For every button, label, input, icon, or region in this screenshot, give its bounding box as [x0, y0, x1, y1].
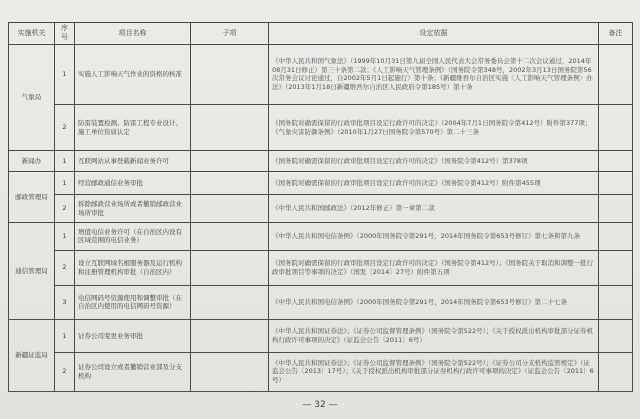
agency-cell: 通信管理局	[9, 223, 55, 320]
item-name-cell: 设立互联网域名根服务器及运行机构和注册管理机构审批（自治区内）	[75, 250, 191, 285]
basis-cell: 《国务院对确需保留的行政审批项目设定行政许可的决定》（国务院令第412号）附件第455项	[269, 172, 599, 195]
note-cell	[599, 195, 633, 223]
note-cell	[599, 285, 633, 320]
header-item-name: 项目名称	[75, 23, 191, 45]
item-name-cell: 电信网码号资源使用和调整审批（在自治区内使用的电信网码号资源）	[75, 285, 191, 320]
table-row	[9, 195, 633, 223]
table-row	[9, 250, 633, 285]
sub-item-cell	[191, 320, 269, 352]
item-name-cell: 证券公司变更业务审批	[75, 320, 191, 352]
basis-cell: 《中华人民共和国气象法》（1999年10月31日第九届全国人民代表大会常务委员会第十二次会议通过，2014年08月31日修正）第三十条第二款；《人工影响天气管理条例》（国务院令第348号，2002年3月13日国务院第56次常务会议讨论通过，自2002年5月1日起施行）第十条；《新疆维吾尔自治区实施〈人工影响天气管理条例〉办法》（2013年1月18日新疆维吾尔自治区人民政府令第185号）第十条	[269, 44, 599, 104]
sub-item-cell	[191, 195, 269, 223]
number-cell: 1	[55, 172, 75, 195]
header-sub-item: 子项	[191, 23, 269, 45]
item-name-cell: 增值电信业务许可（在自治区内设有区域范围的电信业务）	[75, 223, 191, 251]
agency-cell: 新疆证监局	[9, 320, 55, 392]
sub-item-cell	[191, 44, 269, 104]
basis-cell: 《国务院对确需保留的行政审批项目设定行政许可的决定》（国务院令第412号）；《国务院关于取消和调整一批行政审批项目等事项的决定》（国发〔2014〕27号）附件第五项	[269, 250, 599, 285]
agency-cell: 新闻办	[9, 151, 55, 172]
number-cell: 3	[55, 285, 75, 320]
table-row	[9, 172, 633, 195]
item-name-cell: 互联网站从事登载新闻业务许可	[75, 151, 191, 172]
page-number: — 32 —	[302, 400, 338, 410]
approval-items-table	[8, 22, 633, 392]
table-row	[9, 352, 633, 391]
table-row	[9, 151, 633, 172]
item-name-cell: 拆除邮政营业场所或者撤销邮政营业场所审批	[75, 195, 191, 223]
note-cell	[599, 105, 633, 151]
basis-cell: 《中华人民共和国电信条例》（2000年国务院令第291号，2014年国务院令第653号修订）第二十七条	[269, 285, 599, 320]
agency-cell: 邮政管理局	[9, 172, 55, 223]
number-cell: 2	[55, 105, 75, 151]
note-cell	[599, 151, 633, 172]
table-header-row	[9, 23, 633, 45]
table-row	[9, 285, 633, 320]
header-note: 备注	[599, 23, 633, 45]
number-cell: 2	[55, 195, 75, 223]
sub-item-cell	[191, 223, 269, 251]
item-name-cell: 证券公司设立或者撤销营业部及分支机构	[75, 352, 191, 391]
basis-cell: 《国务院对确需保留的行政审批项目设定行政许可的决定》（国务院令第412号）第378项	[269, 151, 599, 172]
note-cell	[599, 250, 633, 285]
item-name-cell: 防雷装置检测、防雷工程专业设计、施工单位资质认定	[75, 105, 191, 151]
number-cell: 1	[55, 223, 75, 251]
header-number: 序号	[55, 23, 75, 45]
table-row	[9, 320, 633, 352]
note-cell	[599, 44, 633, 104]
number-cell: 2	[55, 250, 75, 285]
table-row	[9, 44, 633, 104]
note-cell	[599, 172, 633, 195]
note-cell	[599, 223, 633, 251]
basis-cell: 《中华人民共和国证券法》；《证券公司监督管理条例》（国务院令第522号）；《关于授权派出机构审批部分证券机构行政许可事项的决定》（证监会公告〔2011〕6号）	[269, 320, 599, 352]
number-cell: 1	[55, 151, 75, 172]
header-basis: 设定依据	[269, 23, 599, 45]
note-cell	[599, 320, 633, 352]
sub-item-cell	[191, 151, 269, 172]
number-cell: 1	[55, 320, 75, 352]
note-cell	[599, 352, 633, 391]
basis-cell: 《中华人民共和国电信条例》（2000年国务院令第291号，2014年国务院令第653号修订）第七条和第九条	[269, 223, 599, 251]
table-row	[9, 223, 633, 251]
sub-item-cell	[191, 105, 269, 151]
table-row	[9, 105, 633, 151]
sub-item-cell	[191, 352, 269, 391]
agency-cell: 气象局	[9, 44, 55, 150]
number-cell: 2	[55, 352, 75, 391]
item-name-cell: 经营邮政通信业务审批	[75, 172, 191, 195]
number-cell: 1	[55, 44, 75, 104]
header-agency: 实施机关	[9, 23, 55, 45]
sub-item-cell	[191, 250, 269, 285]
basis-cell: 《中华人民共和国证券法》；《证券公司监督管理条例》（国务院令第522号）；《证券公司分支机构监管规定》（证监会公告〔2013〕17号）；《关于授权派出机构审批部分证券机构行政许可事项的决定》（证监会公告〔2011〕6号）	[269, 352, 599, 391]
sub-item-cell	[191, 172, 269, 195]
sub-item-cell	[191, 285, 269, 320]
basis-cell: 《中华人民共和国邮政法》（2012年修正）第一章第二款	[269, 195, 599, 223]
basis-cell: 《国务院对确需保留的行政审批项目设定行政许可的决定》（2004年7月1日国务院令第412号）附件第377项；《气象灾害防御条例》（2010年1月27日国务院令第570号）第二十三条	[269, 105, 599, 151]
item-name-cell: 实施人工影响天气作业的资格的核准	[75, 44, 191, 104]
